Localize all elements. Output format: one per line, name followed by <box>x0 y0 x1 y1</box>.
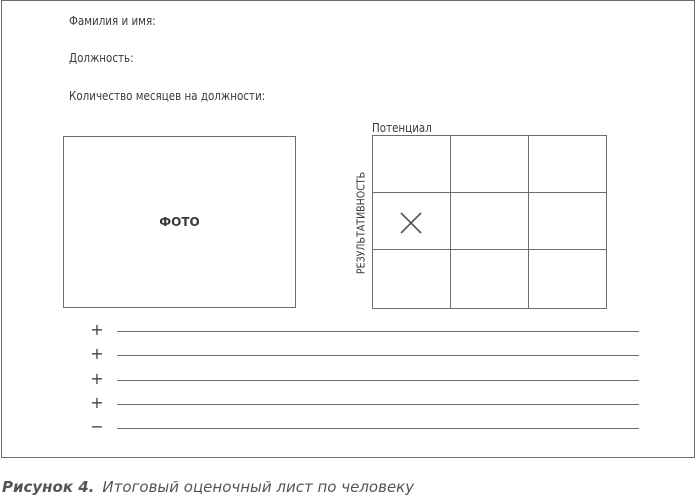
writing-line <box>117 331 639 332</box>
plus-sign: + <box>90 320 104 339</box>
figure-caption <box>2 478 414 496</box>
figure-caption-text: Итоговый оценочный лист по человеку <box>102 478 415 496</box>
plus-sign: + <box>90 393 104 412</box>
matrix-cell <box>529 193 606 250</box>
plus-sign: + <box>90 344 104 363</box>
cross-mark-icon <box>399 211 423 235</box>
photo-label: ФОТО <box>159 215 200 229</box>
writing-line <box>117 428 639 429</box>
strength-line-3 <box>89 371 639 389</box>
matrix-cell <box>451 250 529 308</box>
strength-line-2 <box>89 346 639 364</box>
photo-placeholder <box>63 136 296 308</box>
matrix-cell-marked <box>373 193 451 250</box>
matrix-cell <box>451 136 529 193</box>
matrix-y-label: РЕЗУЛЬТАТИВНОСТЬ <box>354 171 368 275</box>
writing-line <box>117 380 639 381</box>
strength-line-4 <box>89 395 639 413</box>
figure-number: Рисунок 4. <box>2 478 95 496</box>
matrix-cell <box>373 250 451 308</box>
minus-sign: − <box>90 417 104 436</box>
field-name-label: Фамилия и имя: <box>69 14 156 28</box>
matrix-cell <box>529 250 606 308</box>
weakness-line <box>89 419 639 437</box>
potential-performance-matrix <box>372 135 607 309</box>
matrix-cell <box>451 193 529 250</box>
plus-sign: + <box>90 369 104 388</box>
matrix-x-label: Потенциал <box>372 121 432 135</box>
matrix-cell <box>373 136 451 193</box>
matrix-cell <box>529 136 606 193</box>
evaluation-sheet <box>1 0 695 458</box>
writing-line <box>117 355 639 356</box>
strength-line-1 <box>89 322 639 340</box>
field-months-label: Количество месяцев на должности: <box>69 89 266 103</box>
writing-line <box>117 404 639 405</box>
field-position-label: Должность: <box>69 51 134 65</box>
